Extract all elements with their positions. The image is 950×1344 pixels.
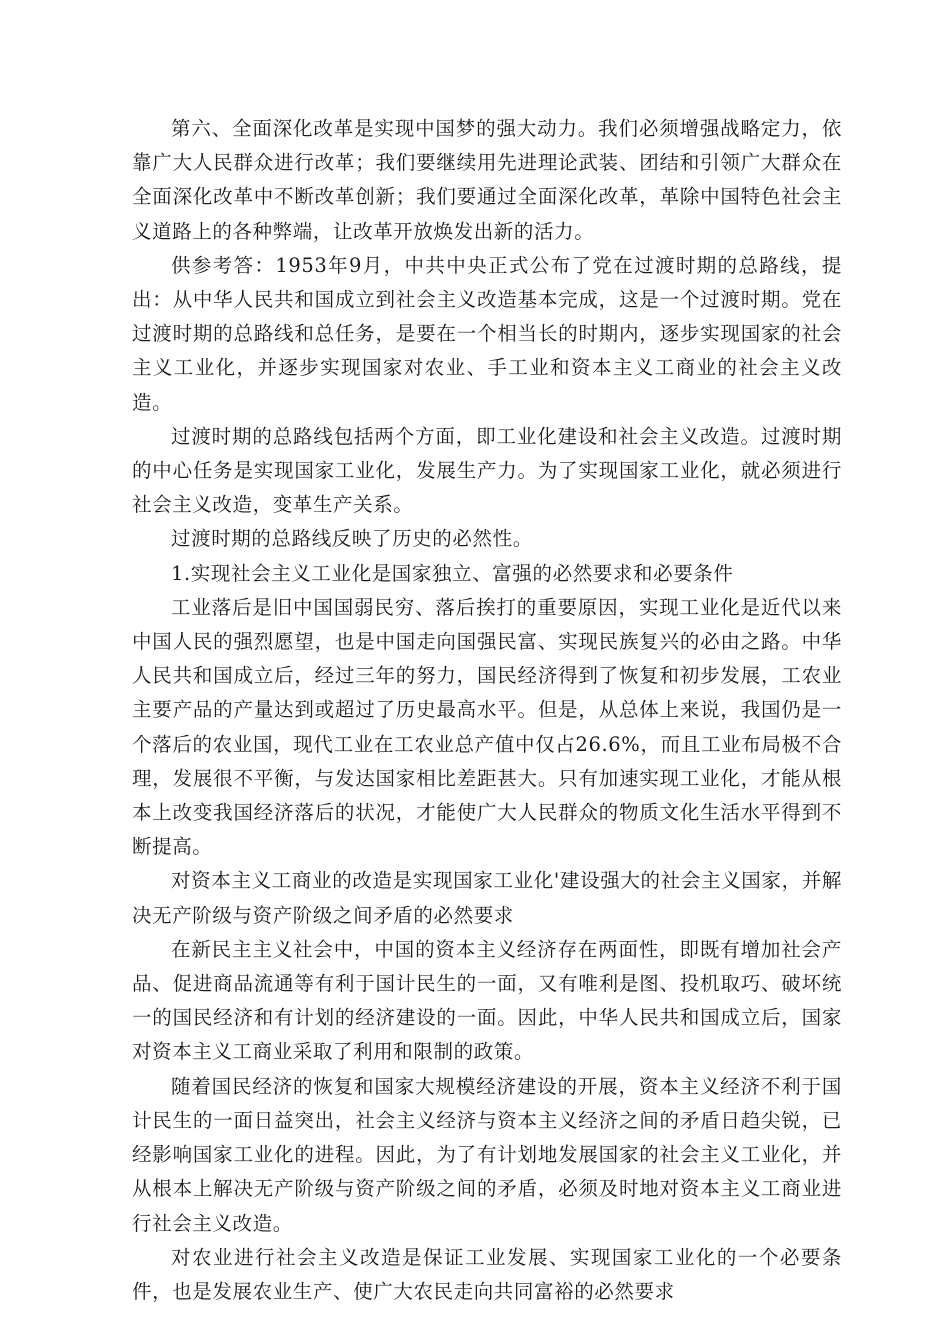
paragraph-general-line-aspects: 过渡时期的总路线包括两个方面，即工业化建设和社会主义改造。过渡时期的中心任务是实现国家工业化，发展生产力。为了实现国家工业化，就必须进行社会主义改造，变革生产关系。 bbox=[132, 424, 842, 517]
paragraph-dual-nature-capitalism: 在新民主主义社会中，中国的资本主义经济存在两面性，即既有增加社会产品、促进商品流通等有利于国计民生的一面，又有唯利是图、投机取巧、破坏统一的国民经济和有计划的经济建设的一面。因此，中华人民共和国成立后，国家对资本主义工商业采取了利用和限制的政策。 bbox=[132, 937, 842, 1064]
paragraph-historical-necessity: 过渡时期的总路线反映了历史的必然性。 bbox=[171, 527, 533, 551]
paragraph-heading-capitalist-reform: 对资本主义工商业的改造是实现国家工业化'建设强大的社会主义国家，并解决无产阶级与资产阶级之间矛盾的必然要求 bbox=[132, 869, 842, 927]
paragraph-industrial-backwardness: 工业落后是旧中国国弱民穷、落后挨打的重要原因，实现工业化是近代以来中国人民的强烈愿望，也是中国走向国强民富、实现民族复兴的必由之路。中华人民共和国成立后，经过三年的努力，国民经济得到了恢复和初步发展，工农业主要产品的产量达到或超过了历史最高水平。但是，从总体上来说，我国仍是一个落后的农业国，现代工业在工农业总产值中仅占26.6%，而且工业布局极不合理，发展很不平衡，与发达国家相比差距甚大。只有加速实现工业化，才能从根本上改变我国经济落后的状况，才能使广大人民群众的物质文化生活水平得到不断提高。 bbox=[132, 595, 842, 859]
paragraph-heading-agricultural-reform: 对农业进行社会主义改造是保证工业发展、实现国家工业化的一个必要条件，也是发展农业生产、使广大农民走向共同富裕的必然要求 bbox=[132, 1245, 842, 1303]
paragraph-heading-industrialization: 1.实现社会主义工业化是国家独立、富强的必然要求和必要条件 bbox=[171, 561, 734, 585]
paragraph-reference-answer: 供参考答：1953年9月，中共中央正式公布了党在过渡时期的总路线，提出：从中华人民共和国成立到社会主义改造基本完成，这是一个过渡时期。党在过渡时期的总路线和总任务，是要在一个相当长的时期内，逐步实现国家的社会主义工业化，并逐步实现国家对农业、手工业和资本主义工商业的社会主义改造。 bbox=[132, 253, 842, 414]
document-body bbox=[132, 112, 842, 1309]
paragraph-economic-recovery: 随着国民经济的恢复和国家大规模经济建设的开展，资本主义经济不利于国计民生的一面日益突出，社会主义经济与资本主义经济之间的矛盾日趋尖锐，已经影响国家工业化的进程。因此，为了有计划地发展国家的社会主义工业化，并从根本上解决无产阶级与资产阶级之间的矛盾，必须及时地对资本主义工商业进行社会主义改造。 bbox=[132, 1074, 842, 1235]
paragraph-comprehensive-reform: 第六、全面深化改革是实现中国梦的强大动力。我们必须增强战略定力，依靠广大人民群众进行改革；我们要继续用先进理论武装、团结和引领广大群众在全面深化改革中不断改革创新；我们要通过全面深化改革，革除中国特色社会主义道路上的各种弊端，让改革开放焕发出新的活力。 bbox=[132, 117, 842, 243]
